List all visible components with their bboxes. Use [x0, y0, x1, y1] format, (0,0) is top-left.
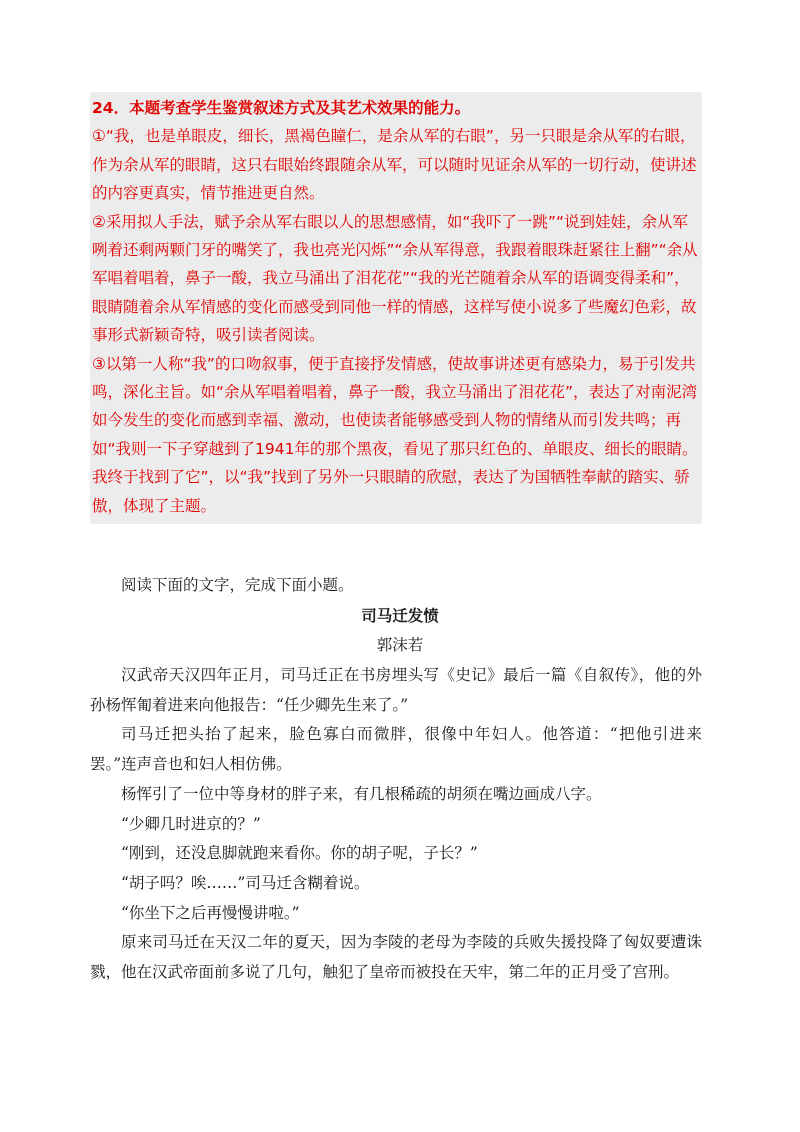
answer-point-3: ③以第一人称“我”的口吻叙事，便于直接抒发情感，使故事讲述更有感染力，易于引发共鸣，深化主旨。如“余从军唱着唱着，鼻子一酸，我立马涌出了泪花花”，表达了对南泥湾如今发生的变化而感到幸福、激动，也使读者能够感受到人物的情绪从而引发共鸣；再如“我则一下子穿越到了1941年的那个黑夜，看见了那只红色的、单眼皮、细长的眼睛。我终于找到了它”，以“我”找到了另外一只眼睛的欣慰，表达了为国牺牲奉献的踏实、骄傲，体现了主题。 — [92, 354, 698, 515]
story-paragraph: 司马迁把头抬了起来，脸色寡白而微胖，很像中年妇人。他答道：“把他引进来罢。”连声音也和妇人相仿佛。 — [90, 725, 702, 774]
story-paragraph: “你坐下之后再慢慢讲啦。” — [121, 903, 300, 922]
answer-heading: 24．本题考查学生鉴赏叙述方式及其艺术效果的能力。 — [92, 99, 471, 117]
story-paragraph: “胡子吗？唉……”司马迁含糊着说。 — [121, 873, 370, 892]
story-title: 司马迁发愤 — [361, 606, 439, 625]
answer-point-2: ②采用拟人手法，赋予余从军右眼以人的思想感情，如“我吓了一跳”“说到娃娃，余从军咧着还剩两颗门牙的嘴笑了，我也亮光闪烁”“余从军得意，我跟着眼珠赶紧往上翻”“余从军唱着唱着，鼻子一酸，我立马涌出了泪花花”“我的光芒随着余从军的语调变得柔和”，眼睛随着余从军情感的变化而感受到同他一样的情感，这样写使小说多了些魔幻色彩，故事形式新颖奇特，吸引读者阅读。 — [92, 212, 698, 345]
story-paragraph: “少卿几时进京的？” — [121, 814, 261, 833]
story-body — [90, 661, 702, 988]
story-paragraph: 原来司马迁在天汉二年的夏天，因为李陵的老母为李陵的兵败失援投降了匈奴要遭诛戮，他在汉武帝面前多说了几句，触犯了皇帝而被投在天牢，第二年的正月受了宫刑。 — [90, 933, 702, 982]
answer-analysis-block — [90, 92, 702, 524]
story-paragraph: “刚到，还没息脚就跑来看你。你的胡子呢，子长？” — [121, 844, 478, 863]
story-author: 郭沫若 — [376, 636, 424, 654]
story-paragraph: 汉武帝天汉四年正月，司马迁正在书房埋头写《史记》最后一篇《自叙传》，他的外孙杨恽匍着进来向他报告：“任少卿先生来了。” — [90, 666, 702, 714]
story-paragraph: 杨恽引了一位中等身材的胖子来，有几根稀疏的胡须在嘴边画成八字。 — [121, 784, 602, 803]
answer-point-1: ①“我，也是单眼皮，细长，黑褐色瞳仁，是余从军的右眼”，另一只眼是余从军的右眼，作为余从军的眼睛，这只右眼始终跟随余从军，可以随时见证余从军的一切行动，使讲述的内容更真实，情节推进更自然。 — [92, 127, 697, 203]
reading-instruction: 阅读下面的文字，完成下面小题。 — [121, 576, 354, 594]
